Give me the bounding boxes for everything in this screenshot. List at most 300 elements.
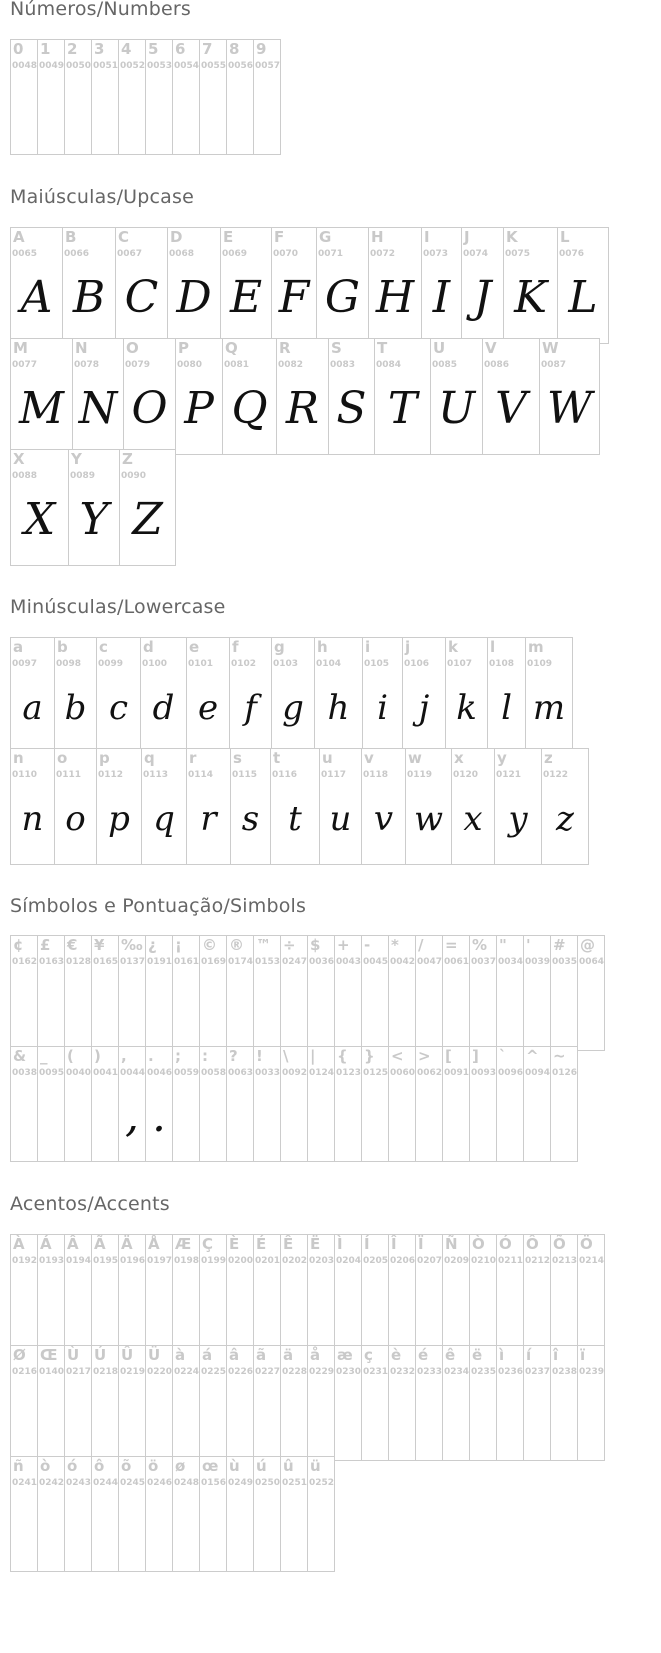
glyph-char-label: ' (526, 936, 531, 954)
glyph-code-label: 0200 (228, 1256, 254, 1266)
glyph-code-label: 0232 (390, 1367, 416, 1377)
glyph-cell (422, 227, 462, 344)
glyph-char-label: o (57, 749, 68, 767)
glyph-code-label: 0084 (376, 360, 402, 370)
glyph-char-label: W (542, 339, 559, 357)
glyph-cell (317, 227, 369, 344)
glyph-char-label: ^ (526, 1047, 539, 1065)
glyph-cell (526, 637, 573, 754)
glyph-row-upcase-3 (10, 449, 176, 566)
glyph-cell (504, 227, 558, 344)
glyph-cell (551, 935, 578, 1051)
glyph-cell (443, 1046, 470, 1162)
glyph-sample: K (514, 272, 547, 323)
glyph-sample: S (336, 383, 367, 434)
glyph-cell (227, 935, 254, 1051)
glyph-cell (119, 935, 146, 1051)
glyph-code-label: 0040 (66, 1068, 92, 1078)
glyph-cell (308, 1345, 335, 1461)
glyph-code-label: 0123 (336, 1068, 362, 1078)
glyph-code-label: 0049 (39, 61, 65, 71)
glyph-cell (146, 1345, 173, 1461)
glyph-char-label: u (322, 749, 333, 767)
glyph-char-label: + (337, 936, 350, 954)
glyph-code-label: 0216 (12, 1367, 38, 1377)
glyph-char-label: ™ (256, 936, 271, 954)
glyph-char-label: Ì (337, 1235, 343, 1253)
glyph-cell (11, 227, 63, 344)
glyph-code-label: 0046 (147, 1068, 173, 1078)
section-title-upcase: Maiúsculas/Upcase (10, 186, 195, 208)
glyph-cell (452, 748, 495, 865)
glyph-char-label: ø (175, 1457, 186, 1475)
glyph-row-numbers (10, 39, 281, 155)
glyph-sample: m (532, 688, 566, 728)
glyph-cell (124, 338, 176, 455)
glyph-code-label: 0093 (471, 1068, 497, 1078)
glyph-code-label: 0191 (147, 957, 173, 967)
glyph-cell (470, 1234, 497, 1350)
glyph-sample: Z (132, 494, 163, 545)
glyph-cell (200, 1046, 227, 1162)
glyph-code-label: 0205 (363, 1256, 389, 1266)
glyph-char-label: < (391, 1047, 404, 1065)
glyph-cell (281, 935, 308, 1051)
glyph-char-label: M (13, 339, 28, 357)
glyph-cell (38, 1046, 65, 1162)
glyph-cell (271, 748, 320, 865)
glyph-char-label: 1 (40, 40, 51, 58)
glyph-code-label: 0121 (496, 770, 522, 780)
glyph-code-label: 0203 (309, 1256, 335, 1266)
glyph-cell (389, 935, 416, 1051)
glyph-char-label: ` (499, 1047, 507, 1065)
glyph-char-label: ü (310, 1457, 321, 1475)
glyph-char-label: ù (229, 1457, 240, 1475)
glyph-cell (308, 1046, 335, 1162)
glyph-code-label: 0249 (228, 1478, 254, 1488)
glyph-code-label: 0230 (336, 1367, 362, 1377)
glyph-code-label: 0100 (142, 659, 168, 669)
glyph-sample: D (176, 272, 212, 323)
glyph-code-label: 0220 (147, 1367, 173, 1377)
glyph-code-label: 0241 (12, 1478, 38, 1488)
glyph-sample: i (377, 688, 388, 728)
glyph-sample: O (131, 383, 168, 434)
glyph-code-label: 0202 (282, 1256, 308, 1266)
glyph-cell (97, 748, 142, 865)
glyph-code-label: 0231 (363, 1367, 389, 1377)
glyph-cell (524, 935, 551, 1051)
section-title-accents: Acentos/Accents (10, 1193, 170, 1215)
glyph-sample: N (78, 383, 118, 434)
glyph-code-label: 0074 (463, 249, 489, 259)
glyph-char-label: a (13, 638, 24, 656)
glyph-cell (173, 1046, 200, 1162)
glyph-code-label: 0038 (12, 1068, 38, 1078)
glyph-cell (38, 39, 65, 155)
glyph-code-label: 0035 (552, 957, 578, 967)
glyph-cell (470, 1345, 497, 1461)
glyph-code-label: 0109 (527, 659, 553, 669)
glyph-cell (329, 338, 375, 455)
glyph-char-label: œ (202, 1457, 219, 1475)
glyph-code-label: 0114 (188, 770, 214, 780)
glyph-cell (551, 1345, 578, 1461)
glyph-char-label: { (337, 1047, 348, 1065)
glyph-char-label: D (170, 228, 183, 246)
glyph-char-label: à (175, 1346, 186, 1364)
glyph-char-label: Ã (94, 1235, 106, 1253)
glyph-char-label: P (178, 339, 189, 357)
glyph-char-label: Á (40, 1235, 52, 1253)
glyph-char-label: w (408, 749, 422, 767)
glyph-code-label: 0245 (120, 1478, 146, 1488)
glyph-code-label: 0092 (282, 1068, 308, 1078)
glyph-char-label: À (13, 1235, 25, 1253)
glyph-sample: t (288, 799, 302, 839)
glyph-code-label: 0075 (505, 249, 531, 259)
glyph-cell (470, 1046, 497, 1162)
glyph-cell (92, 39, 119, 155)
glyph-sample: M (18, 383, 65, 434)
glyph-code-label: 0063 (228, 1068, 254, 1078)
glyph-cell (558, 227, 609, 344)
glyph-char-label: > (418, 1047, 431, 1065)
glyph-code-label: 0199 (201, 1256, 227, 1266)
glyph-char-label: 5 (148, 40, 159, 58)
glyph-cell (277, 338, 329, 455)
glyph-code-label: 0099 (98, 659, 124, 669)
glyph-row-upcase-2 (10, 338, 600, 455)
glyph-sample: P (184, 383, 214, 434)
glyph-code-label: 0238 (552, 1367, 578, 1377)
glyph-char-label: É (256, 1235, 267, 1253)
glyph-cell (416, 1046, 443, 1162)
glyph-row-accents-1 (10, 1234, 605, 1350)
glyph-char-label: Ä (121, 1235, 133, 1253)
glyph-char-label: : (202, 1047, 208, 1065)
glyph-code-label: 0229 (309, 1367, 335, 1377)
glyph-char-label: f (232, 638, 239, 656)
glyph-code-label: 0228 (282, 1367, 308, 1377)
glyph-sample: B (72, 272, 106, 323)
glyph-char-label: v (364, 749, 374, 767)
glyph-code-label: 0094 (525, 1068, 551, 1078)
glyph-cell (542, 748, 589, 865)
glyph-char-label: Î (391, 1235, 397, 1253)
glyph-cell (65, 1234, 92, 1350)
glyph-cell (281, 1345, 308, 1461)
glyph-code-label: 0125 (363, 1068, 389, 1078)
glyph-sample: R (285, 383, 320, 434)
glyph-cell (443, 935, 470, 1051)
glyph-char-label: z (544, 749, 553, 767)
glyph-char-label: R (279, 339, 291, 357)
glyph-char-label: p (99, 749, 110, 767)
glyph-char-label: m (528, 638, 544, 656)
glyph-code-label: 0106 (404, 659, 430, 669)
section-title-symbols: Símbolos e Pontuação/Simbols (10, 895, 307, 917)
glyph-char-label: F (274, 228, 285, 246)
glyph-code-label: 0072 (370, 249, 396, 259)
glyph-char-label: s (233, 749, 242, 767)
glyph-char-label: ® (229, 936, 244, 954)
glyph-cell (119, 1046, 146, 1162)
glyph-cell (200, 935, 227, 1051)
glyph-cell (176, 338, 223, 455)
glyph-char-label: ¢ (13, 936, 24, 954)
glyph-cell (173, 935, 200, 1051)
glyph-char-label: ç (364, 1346, 373, 1364)
glyph-cell (116, 227, 168, 344)
glyph-cell (362, 1046, 389, 1162)
glyph-char-label: L (560, 228, 570, 246)
glyph-code-label: 0156 (201, 1478, 227, 1488)
glyph-cell (416, 1234, 443, 1350)
glyph-char-label: k (448, 638, 458, 656)
glyph-code-label: 0091 (444, 1068, 470, 1078)
glyph-cell (443, 1234, 470, 1350)
glyph-char-label: } (364, 1047, 375, 1065)
glyph-code-label: 0105 (364, 659, 390, 669)
glyph-sample: x (463, 799, 483, 839)
glyph-cell (141, 637, 187, 754)
glyph-code-label: 0119 (407, 770, 433, 780)
glyph-code-label: 0233 (417, 1367, 443, 1377)
glyph-sample: s (241, 799, 260, 839)
glyph-cell (11, 935, 38, 1051)
glyph-code-label: 0204 (336, 1256, 362, 1266)
glyph-cell (146, 935, 173, 1051)
glyph-code-label: 0210 (471, 1256, 497, 1266)
glyph-code-label: 0227 (255, 1367, 281, 1377)
glyph-code-label: 0207 (417, 1256, 443, 1266)
glyph-cell (308, 935, 335, 1051)
glyph-char-label: í (526, 1346, 532, 1364)
glyph-cell (578, 1234, 605, 1350)
glyph-code-label: 0090 (121, 471, 147, 481)
glyph-char-label: / (418, 936, 424, 954)
glyph-cell (38, 935, 65, 1051)
glyph-char-label: I (424, 228, 430, 246)
glyph-cell (497, 935, 524, 1051)
glyph-char-label: 6 (175, 40, 186, 58)
glyph-sample: z (556, 799, 574, 839)
glyph-char-label: A (13, 228, 25, 246)
glyph-cell (443, 1345, 470, 1461)
glyph-code-label: 0116 (272, 770, 298, 780)
glyph-char-label: X (13, 450, 25, 468)
glyph-cell (200, 1234, 227, 1350)
glyph-code-label: 0087 (541, 360, 567, 370)
glyph-code-label: 0080 (177, 360, 203, 370)
glyph-code-label: 0113 (143, 770, 169, 780)
glyph-code-label: 0140 (39, 1367, 65, 1377)
glyph-code-label: 0043 (336, 957, 362, 967)
glyph-code-label: 0057 (255, 61, 281, 71)
glyph-cell (227, 1456, 254, 1572)
glyph-code-label: 0058 (201, 1068, 227, 1078)
glyph-cell (146, 1234, 173, 1350)
glyph-code-label: 0064 (579, 957, 605, 967)
glyph-char-label: | (310, 1047, 316, 1065)
glyph-char-label: \ (283, 1047, 289, 1065)
glyph-char-label: & (13, 1047, 27, 1065)
glyph-cell (92, 1456, 119, 1572)
glyph-code-label: 0252 (309, 1478, 335, 1488)
glyph-char-label: Ê (283, 1235, 294, 1253)
glyph-char-label: 9 (256, 40, 267, 58)
glyph-code-label: 0085 (432, 360, 458, 370)
glyph-cell (200, 1456, 227, 1572)
glyph-cell (362, 935, 389, 1051)
glyph-char-label: î (553, 1346, 559, 1364)
glyph-sample: X (23, 494, 56, 545)
glyph-char-label: Ø (13, 1346, 26, 1364)
glyph-cell (227, 39, 254, 155)
glyph-cell (254, 1345, 281, 1461)
glyph-sample: h (327, 688, 350, 728)
glyph-char-label: õ (121, 1457, 132, 1475)
glyph-cell (551, 1046, 578, 1162)
glyph-char-label: c (99, 638, 108, 656)
glyph-code-label: 0051 (93, 61, 119, 71)
glyph-row-lowercase-1 (10, 637, 573, 754)
glyph-cell (187, 637, 230, 754)
glyph-char-label: ñ (13, 1457, 24, 1475)
glyph-code-label: 0073 (423, 249, 449, 259)
glyph-code-label: 0034 (498, 957, 524, 967)
glyph-code-label: 0056 (228, 61, 254, 71)
glyph-sample: H (375, 272, 415, 323)
glyph-code-label: 0083 (330, 360, 356, 370)
glyph-cell (315, 637, 363, 754)
glyph-cell (11, 1046, 38, 1162)
glyph-cell (146, 1046, 173, 1162)
glyph-cell (483, 338, 540, 455)
glyph-cell (254, 1234, 281, 1350)
glyph-code-label: 0219 (120, 1367, 146, 1377)
glyph-code-label: 0037 (471, 957, 497, 967)
glyph-char-label: U (433, 339, 446, 357)
glyph-code-label: 0218 (93, 1367, 119, 1377)
glyph-sample: L (568, 272, 598, 323)
glyph-code-label: 0206 (390, 1256, 416, 1266)
glyph-cell (142, 748, 187, 865)
glyph-code-label: 0214 (579, 1256, 605, 1266)
glyph-cell (320, 748, 362, 865)
glyph-code-label: 0036 (309, 957, 335, 967)
glyph-char-label: ¿ (148, 936, 157, 954)
glyph-cell (431, 338, 483, 455)
glyph-cell (11, 39, 38, 155)
glyph-code-label: 0118 (363, 770, 389, 780)
glyph-code-label: 0237 (525, 1367, 551, 1377)
glyph-char-label: Z (122, 450, 133, 468)
glyph-sample: c (108, 688, 129, 728)
glyph-char-label: Ë (310, 1235, 321, 1253)
glyph-cell (231, 748, 271, 865)
glyph-code-label: 0050 (66, 61, 92, 71)
glyph-code-label: 0101 (188, 659, 214, 669)
glyph-code-label: 0112 (98, 770, 124, 780)
glyph-code-label: 0242 (39, 1478, 65, 1488)
glyph-cell (38, 1345, 65, 1461)
glyph-sample: F (278, 272, 310, 323)
glyph-code-label: 0224 (174, 1367, 200, 1377)
glyph-code-label: 0044 (120, 1068, 146, 1078)
glyph-char-label: H (371, 228, 384, 246)
glyph-char-label: Ü (148, 1346, 161, 1364)
glyph-char-label: q (144, 749, 155, 767)
glyph-char-label: " (499, 936, 507, 954)
glyph-code-label: 0059 (174, 1068, 200, 1078)
glyph-code-label: 0077 (12, 360, 38, 370)
glyph-char-label: ë (472, 1346, 483, 1364)
glyph-cell (406, 748, 452, 865)
glyph-code-label: 0236 (498, 1367, 524, 1377)
glyph-sample: W (546, 383, 593, 434)
glyph-char-label: © (202, 936, 217, 954)
glyph-sample: . (152, 1091, 166, 1142)
glyph-char-label: h (317, 638, 328, 656)
glyph-code-label: 0128 (66, 957, 92, 967)
glyph-char-label: = (445, 936, 458, 954)
glyph-cell (362, 1234, 389, 1350)
glyph-code-label: 0055 (201, 61, 227, 71)
glyph-code-label: 0137 (120, 957, 146, 967)
glyph-char-label: ò (40, 1457, 51, 1475)
glyph-code-label: 0052 (120, 61, 146, 71)
glyph-char-label: 7 (202, 40, 213, 58)
glyph-char-label: Õ (553, 1235, 566, 1253)
glyph-char-label: È (229, 1235, 240, 1253)
glyph-cell (363, 637, 403, 754)
glyph-code-label: 0225 (201, 1367, 227, 1377)
glyph-char-label: i (365, 638, 371, 656)
glyph-code-label: 0169 (201, 957, 227, 967)
glyph-code-label: 0079 (125, 360, 151, 370)
glyph-char-label: ~ (553, 1047, 566, 1065)
glyph-code-label: 0122 (543, 770, 569, 780)
glyph-sample: Y (79, 494, 109, 545)
glyph-row-symbols-2 (10, 1046, 578, 1162)
glyph-cell (470, 935, 497, 1051)
glyph-code-label: 0165 (93, 957, 119, 967)
glyph-cell (65, 935, 92, 1051)
glyph-code-label: 0201 (255, 1256, 281, 1266)
section-title-lowercase: Minúsculas/Lowercase (10, 596, 226, 618)
glyph-cell (497, 1234, 524, 1350)
glyph-cell (65, 1046, 92, 1162)
glyph-code-label: 0194 (66, 1256, 92, 1266)
glyph-char-label: Ó (499, 1235, 512, 1253)
glyph-sample: V (495, 383, 527, 434)
glyph-sample: l (501, 688, 512, 728)
glyph-char-label: B (65, 228, 77, 246)
glyph-char-label: ) (94, 1047, 101, 1065)
glyph-sample: Q (231, 383, 268, 434)
glyph-code-label: 0070 (273, 249, 299, 259)
glyph-char-label: , (121, 1047, 127, 1065)
glyph-sample: o (65, 799, 86, 839)
glyph-char-label: ê (445, 1346, 456, 1364)
glyph-cell (272, 227, 317, 344)
glyph-cell (11, 338, 73, 455)
glyph-code-label: 0089 (70, 471, 96, 481)
glyph-sample: j (418, 688, 430, 728)
